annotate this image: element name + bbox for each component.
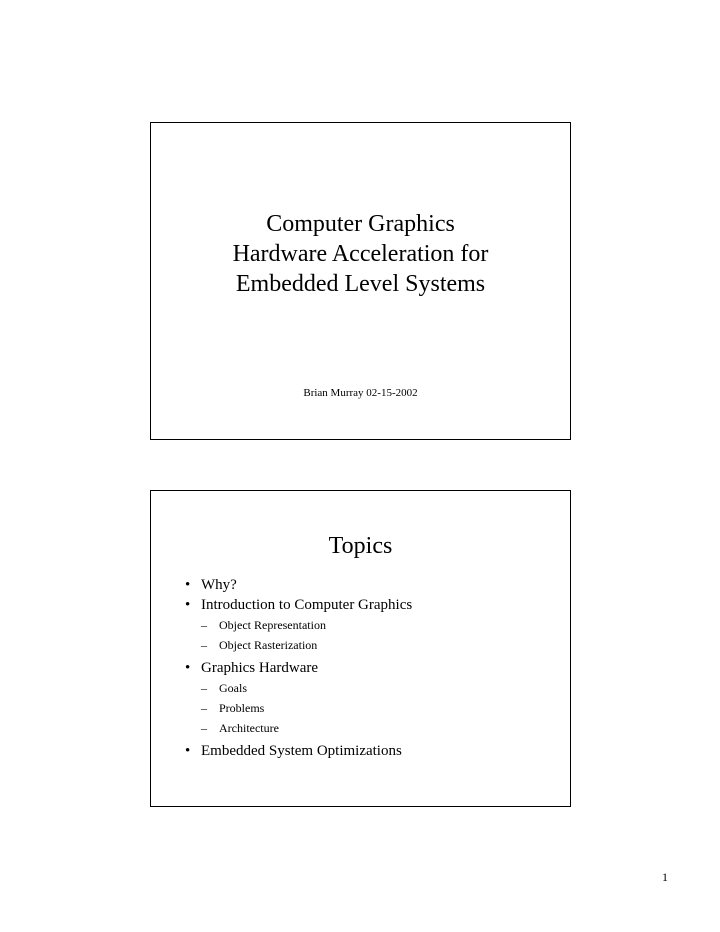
dash-icon: – bbox=[201, 618, 207, 632]
dash-icon: – bbox=[201, 638, 207, 652]
topics-slide bbox=[150, 490, 571, 807]
list-item bbox=[169, 615, 412, 635]
page-number: 1 bbox=[662, 870, 668, 884]
subtopic-label: Object Rasterization bbox=[219, 638, 318, 652]
sublist-container bbox=[169, 678, 412, 738]
topics-title: Topics bbox=[328, 533, 393, 559]
list-item bbox=[169, 658, 412, 678]
author-date: Brian Murray 02-15-2002 bbox=[303, 387, 418, 399]
topic-intro: Introduction to Computer Graphics bbox=[201, 597, 413, 613]
bullet-icon: • bbox=[185, 597, 191, 613]
slide-title bbox=[151, 209, 570, 299]
intro-subtopics bbox=[169, 615, 412, 655]
title-line-3: Embedded Level Systems bbox=[235, 271, 486, 297]
hardware-subtopics bbox=[169, 678, 412, 738]
topics-list bbox=[169, 575, 412, 761]
title-line-2: Hardware Acceleration for bbox=[232, 241, 489, 267]
topic-embedded: Embedded System Optimizations bbox=[201, 743, 402, 759]
subtopic-label: Goals bbox=[219, 681, 247, 695]
topic-hardware: Graphics Hardware bbox=[201, 660, 319, 676]
title-line-1: Computer Graphics bbox=[266, 211, 455, 237]
bullet-icon: • bbox=[185, 577, 191, 593]
list-item bbox=[169, 718, 412, 738]
bullet-icon: • bbox=[185, 743, 191, 759]
list-item bbox=[169, 595, 412, 615]
subtopic-label: Architecture bbox=[219, 721, 279, 735]
dash-icon: – bbox=[201, 721, 207, 735]
dash-icon: – bbox=[201, 701, 207, 715]
title-slide bbox=[150, 122, 571, 440]
dash-icon: – bbox=[201, 681, 207, 695]
sublist-container bbox=[169, 615, 412, 655]
topic-why: Why? bbox=[201, 577, 237, 593]
list-item bbox=[169, 741, 412, 761]
bullet-icon: • bbox=[185, 660, 191, 676]
list-item bbox=[169, 698, 412, 718]
subtopic-label: Problems bbox=[219, 701, 265, 715]
list-item bbox=[169, 575, 412, 595]
list-item bbox=[169, 635, 412, 655]
subtopic-label: Object Representation bbox=[219, 618, 326, 632]
list-item bbox=[169, 678, 412, 698]
